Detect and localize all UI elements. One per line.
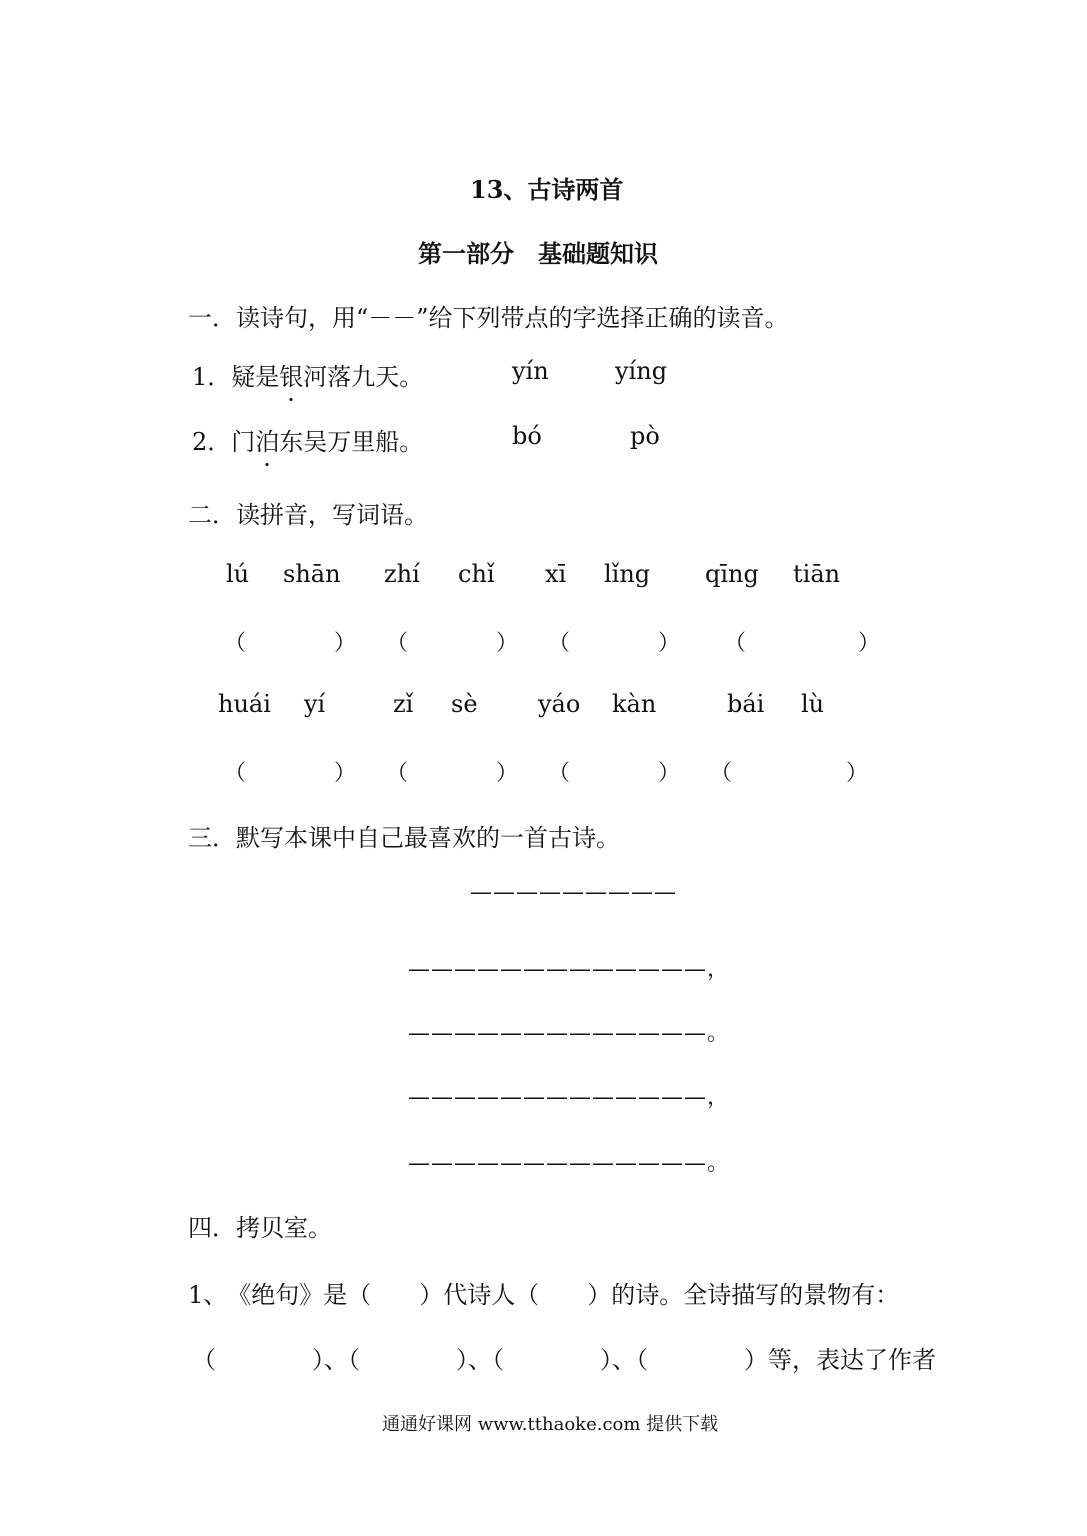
answer-blank-r1-4-close[interactable]: ） <box>858 631 881 656</box>
q1-item-2 <box>192 422 423 457</box>
q1-item-2-option-a[interactable]: bó <box>512 422 542 450</box>
answer-blank-r2-1-open[interactable]: （ <box>224 761 247 786</box>
pinyin-r2-2: yí <box>304 690 326 718</box>
answer-blank-r2-4-open[interactable]: （ <box>710 761 733 786</box>
poem-line-2[interactable]: —————————————。 <box>408 1021 731 1046</box>
pinyin-r2-1: huái <box>218 690 271 718</box>
answer-blank-r2-1-close[interactable]: ） <box>334 761 357 786</box>
pinyin-r2-3: zǐ <box>393 690 414 718</box>
pinyin-r1-7: qīng <box>705 560 759 588</box>
poem-title-blank[interactable]: ————————— <box>470 880 677 905</box>
answer-blank-r2-4-close[interactable]: ） <box>846 761 869 786</box>
q1-item-1-pre: 疑是 <box>231 363 280 391</box>
pinyin-r1-5: xī <box>545 560 567 588</box>
answer-blank-r1-1-close[interactable]: ） <box>334 631 357 656</box>
pinyin-r2-7: bái <box>727 690 765 718</box>
pinyin-r1-8: tiān <box>793 560 841 588</box>
answer-blank-r1-3-open[interactable]: （ <box>548 631 571 656</box>
q1-item-1-option-a[interactable]: yín <box>512 357 549 385</box>
q1-item-2-option-b[interactable]: pò <box>630 422 660 450</box>
q4-line-1: 1、 《绝句》是（ ）代诗人（ ）的诗。全诗描写的景物有： <box>188 1281 900 1309</box>
pinyin-r1-4: chǐ <box>458 560 495 588</box>
q1-item-1-option-b[interactable]: yíng <box>615 357 668 385</box>
q1-item-2-num: 2． <box>192 428 232 456</box>
pinyin-r2-6: kàn <box>612 690 657 718</box>
answer-blank-r2-3-close[interactable]: ） <box>658 761 681 786</box>
footer-source: 通通好课网 www.tthaoke.com 提供下载 <box>382 1414 719 1435</box>
answer-blank-r2-2-open[interactable]: （ <box>386 761 409 786</box>
answer-blank-r1-3-close[interactable]: ） <box>658 631 681 656</box>
answer-blank-r2-2-close[interactable]: ） <box>496 761 519 786</box>
pinyin-r2-5: yáo <box>538 690 581 718</box>
q1-heading: 一．读诗句，用“－－”给下列带点的字选择正确的读音。 <box>188 304 789 332</box>
pinyin-r1-1: lú <box>226 560 250 588</box>
poem-line-3[interactable]: —————————————， <box>408 1085 731 1110</box>
q1-item-1-num: 1． <box>192 363 232 391</box>
q1-item-2-post: 东吴万里船。 <box>279 428 424 456</box>
answer-blank-r1-4-open[interactable]: （ <box>724 631 747 656</box>
q2-heading: 二．读拼音，写词语。 <box>188 501 428 529</box>
answer-blank-r1-1-open[interactable]: （ <box>224 631 247 656</box>
poem-line-1[interactable]: —————————————， <box>408 957 731 982</box>
q4-line-2: （ ）、（ ）、（ ）、（ ）等，表达了作者 <box>192 1346 936 1374</box>
pinyin-r1-6: lǐng <box>604 560 651 588</box>
page-title: 13、古诗两首 <box>470 175 624 204</box>
q4-heading: 四．拷贝室。 <box>188 1214 332 1242</box>
q3-heading: 三．默写本课中自己最喜欢的一首古诗。 <box>188 824 620 852</box>
poem-line-4[interactable]: —————————————。 <box>408 1151 731 1176</box>
part-title: 第一部分 基础题知识 <box>418 239 658 268</box>
q1-item-2-pre: 门 <box>231 428 256 456</box>
q1-item-1 <box>192 357 423 392</box>
q1-item-1-dotted-char: 银 <box>279 357 303 392</box>
q1-item-1-post: 河落九天。 <box>303 363 424 391</box>
answer-blank-r2-3-open[interactable]: （ <box>548 761 571 786</box>
q1-item-2-dotted-char: 泊 <box>255 422 279 457</box>
answer-blank-r1-2-close[interactable]: ） <box>496 631 519 656</box>
pinyin-r1-3: zhí <box>384 560 420 588</box>
pinyin-r2-8: lù <box>801 690 825 718</box>
pinyin-r1-2: shān <box>283 560 341 588</box>
pinyin-r2-4: sè <box>451 690 478 718</box>
answer-blank-r1-2-open[interactable]: （ <box>386 631 409 656</box>
